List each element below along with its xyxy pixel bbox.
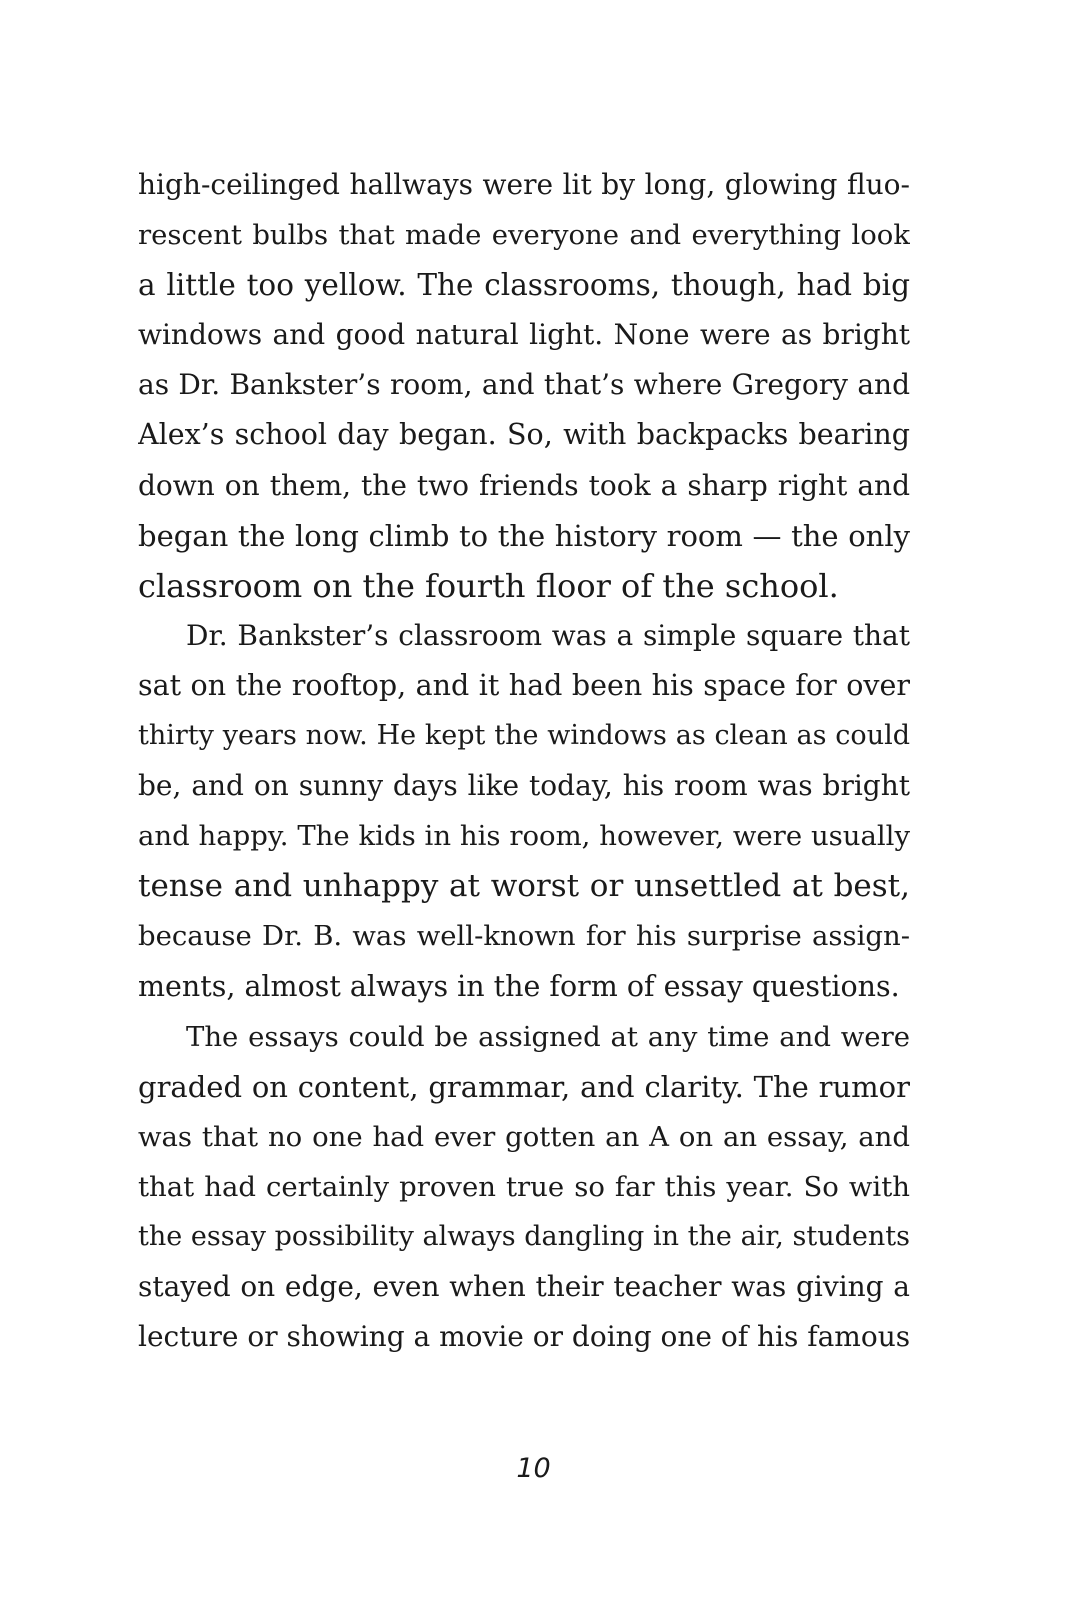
text-line: rescent bulbs that made everyone and everything look: [138, 219, 910, 252]
text-line: lecture or showing a movie or doing one of his famous: [138, 1320, 910, 1354]
text-line: ments, almost always in the form of essay questions.: [138, 969, 900, 1003]
text-line: as Dr. Bankster’s room, and that’s where Gregory and: [138, 368, 910, 402]
text-line: classroom on the fourth floor of the school.: [138, 566, 839, 605]
text-line: thirty years now. He kept the windows as clean as could: [138, 720, 910, 752]
page-number: 10: [516, 1453, 551, 1484]
text-line: The essays could be assigned at any time and were: [186, 1020, 910, 1053]
text-line: high-ceilinged hallways were lit by long, glowing fluo-: [138, 168, 910, 201]
text-line: a little too yellow. The classrooms, though, had big: [138, 268, 910, 303]
text-line: Dr. Bankster’s classroom was a simple square that: [186, 618, 910, 652]
text-line: stayed on edge, even when their teacher was giving a: [138, 1270, 910, 1304]
text-line: windows and good natural light. None were as bright: [138, 318, 910, 352]
text-line: be, and on sunny days like today, his room was bright: [138, 769, 910, 803]
text-line: Alex’s school day began. So, with backpacks bearing: [138, 418, 910, 452]
text-line: down on them, the two friends took a sharp right and: [138, 468, 910, 502]
text-line: sat on the rooftop, and it had been his space for over: [138, 668, 910, 702]
text-line: the essay possibility always dangling in the air, students: [138, 1220, 910, 1252]
text-line: began the long climb to the history room — the only: [138, 518, 910, 553]
text-line: tense and unhappy at worst or unsettled at best,: [138, 868, 910, 905]
text-line: and happy. The kids in his room, however, were usually: [138, 820, 910, 853]
text-line: graded on content, grammar, and clarity. The rumor: [138, 1069, 910, 1104]
text-line: because Dr. B. was well-known for his surprise assign-: [138, 920, 910, 953]
body-text: [138, 160, 910, 1362]
text-line: that had certainly proven true so far this year. So with: [138, 1170, 910, 1203]
text-line: was that no one had ever gotten an A on an essay, and: [138, 1120, 910, 1153]
